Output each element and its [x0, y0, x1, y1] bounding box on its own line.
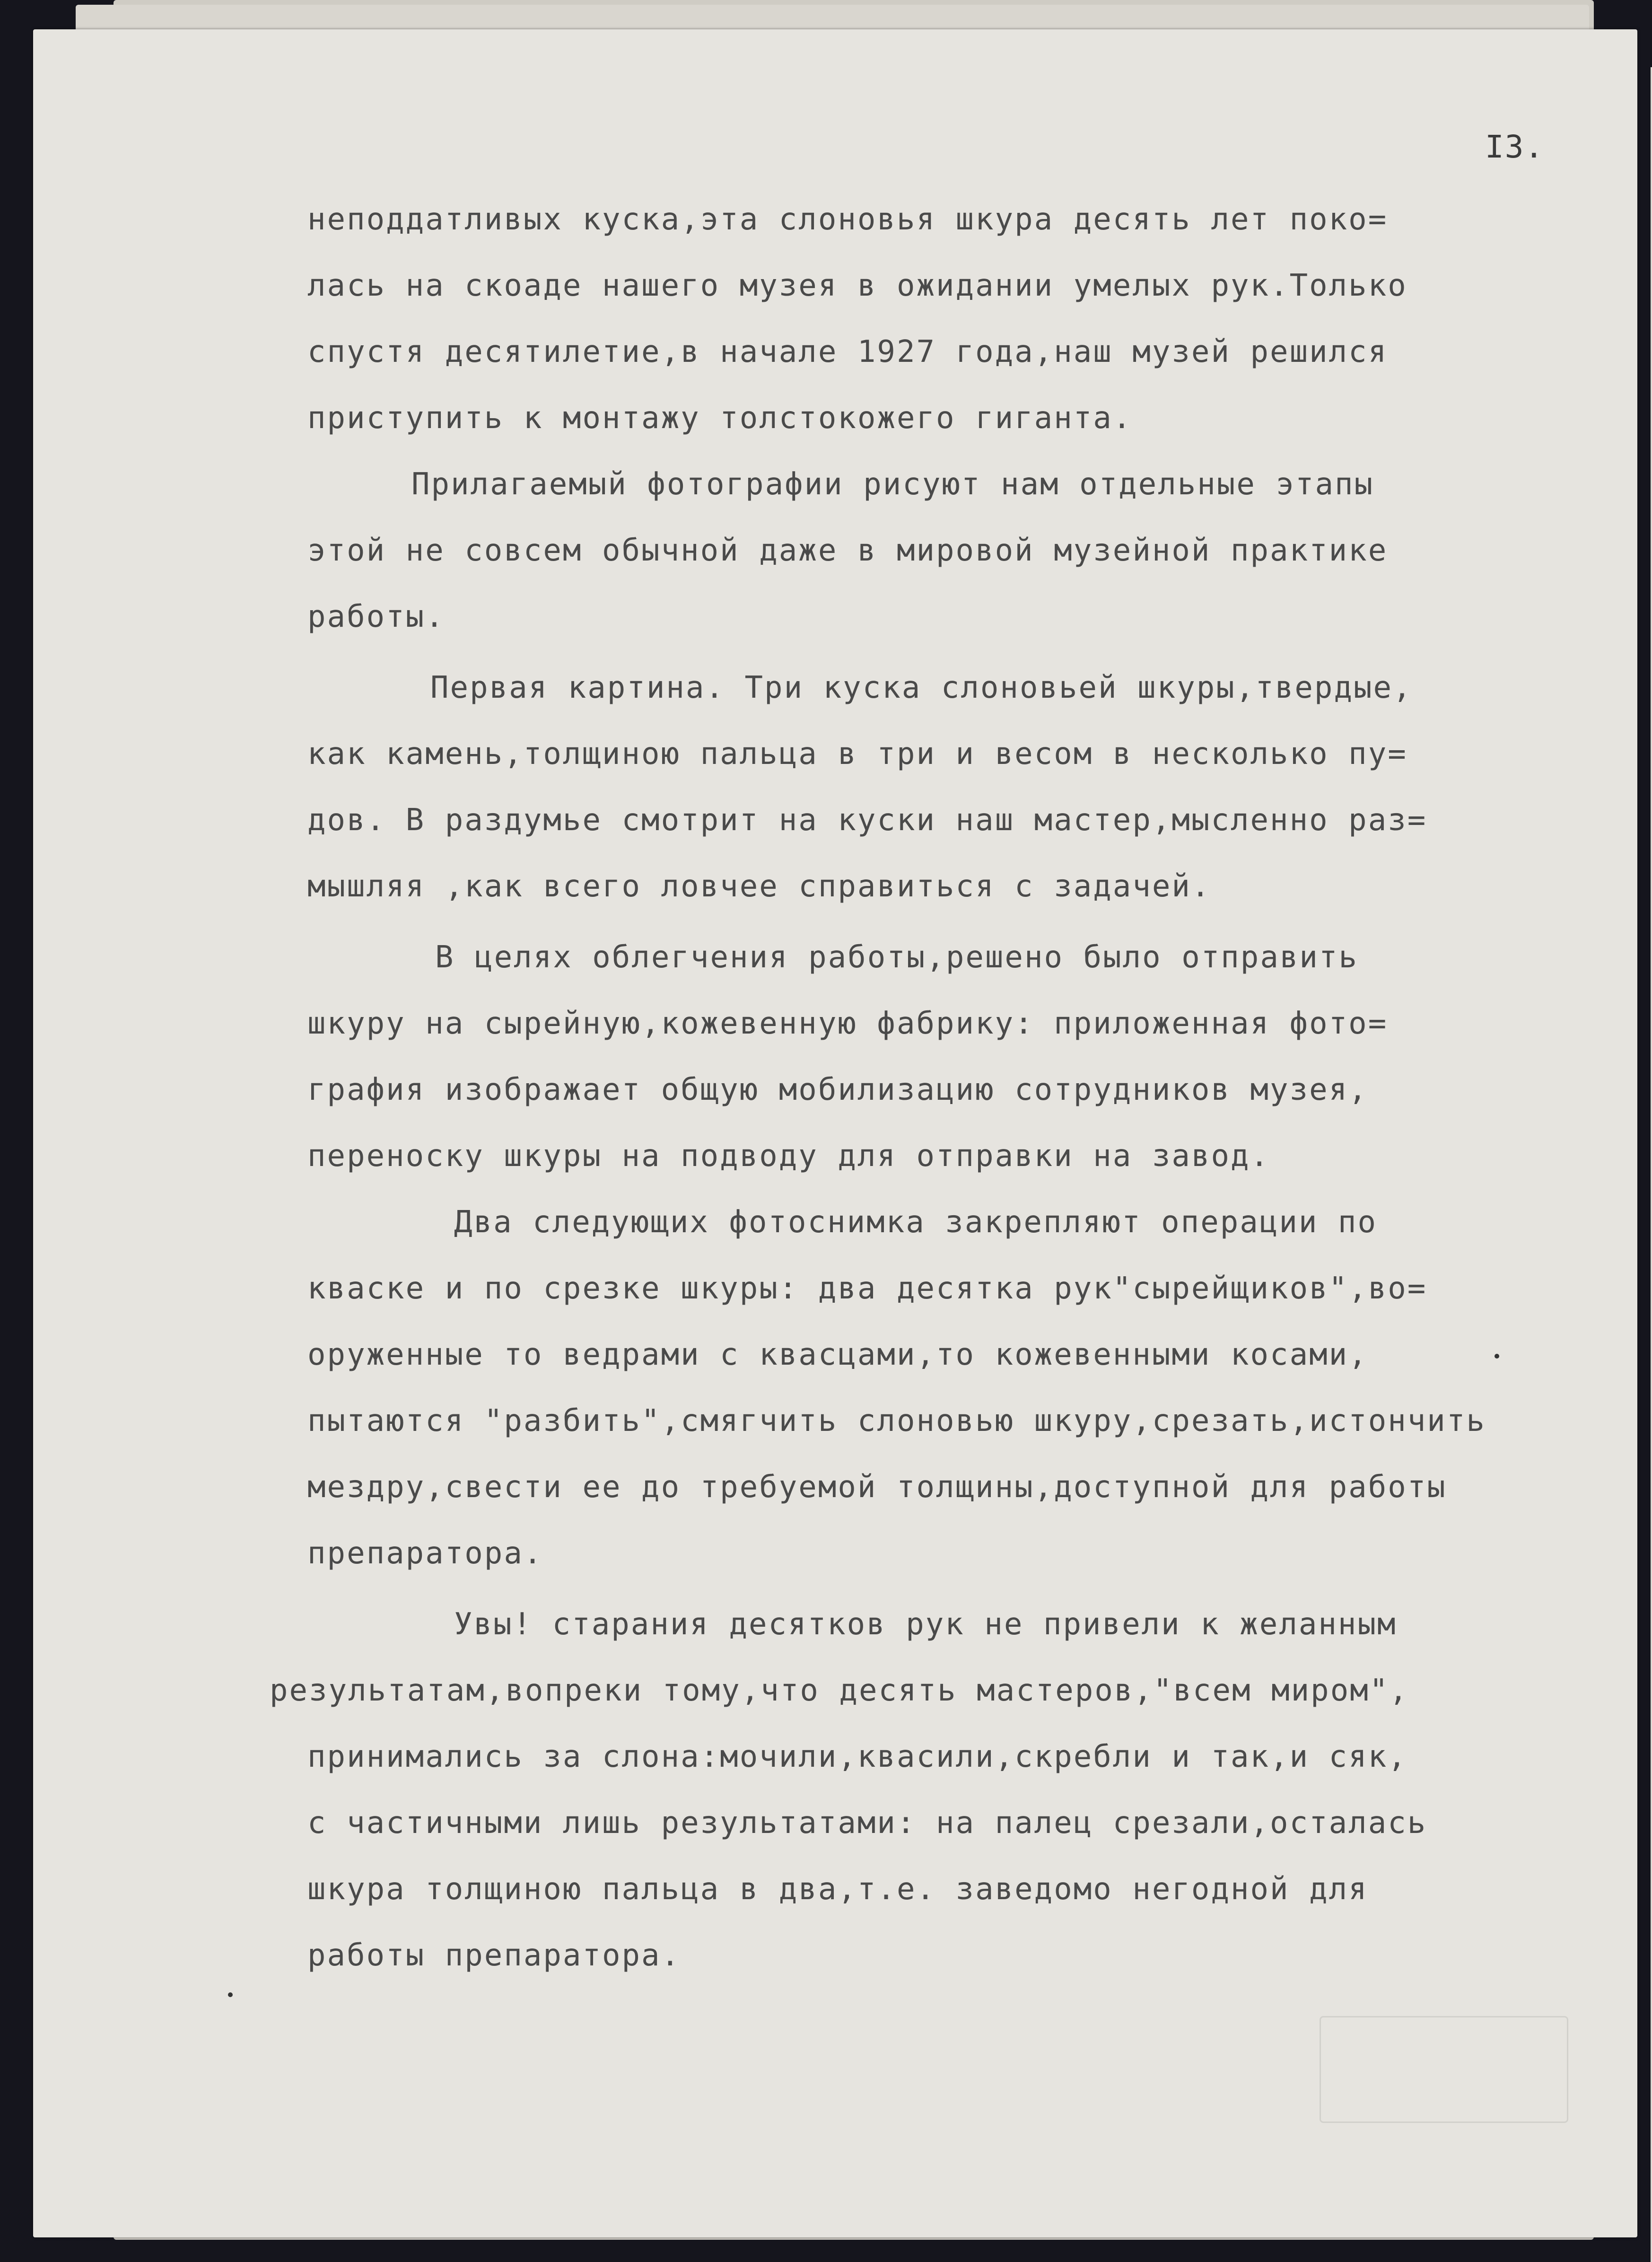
- text-line: графия изображает общую мобилизацию сотрудников музея,: [307, 1072, 1368, 1107]
- text-line: неподдатливых куска,эта слоновья шкура десять лет поко=: [307, 202, 1388, 237]
- text-line: работы.: [307, 599, 445, 634]
- text-line: этой не совсем обычной даже в мировой музейной практике: [307, 533, 1388, 568]
- text-line: Прилагаемый фотографии рисуют нам отдельные этапы: [411, 467, 1374, 502]
- text-line: препаратора.: [307, 1536, 543, 1571]
- text-line: В целях облегчения работы,решено было отправить: [435, 940, 1358, 975]
- text-line: мышляя ,как всего ловчее справиться с задачей.: [307, 869, 1211, 904]
- typewritten-page: [33, 29, 1637, 2237]
- text-line: принимались за слона:мочили,квасили,скребли и так,и сяк,: [307, 1739, 1407, 1774]
- text-line: Первая картина. Три куска слоновьей шкуры,твердые,: [430, 670, 1413, 705]
- text-line: приступить к монтажу толстокожего гиганта.: [307, 401, 1133, 436]
- text-line: с частичными лишь результатами: на палец срезали,осталась: [307, 1806, 1427, 1841]
- page-number: I3.: [1485, 129, 1545, 165]
- text-line: мездру,свести ее до требуемой толщины,доступной для работы: [307, 1470, 1447, 1505]
- text-line: результатам,вопреки тому,что десять мастеров,"всем миром",: [270, 1673, 1409, 1708]
- text-line: работы препаратора.: [307, 1938, 681, 1973]
- text-line: шкуру на сырейную,кожевенную фабрику: приложенная фото=: [307, 1006, 1388, 1041]
- text-line: как камень,толщиною пальца в три и весом в несколько пу=: [307, 736, 1407, 772]
- faint-stamp: [1320, 2016, 1568, 2123]
- text-line: Два следующих фотоснимка закрепляют операции по: [454, 1205, 1377, 1240]
- text-line: Увы! старания десятков рук не привели к желанным: [454, 1607, 1397, 1642]
- ink-speck: [1495, 1354, 1499, 1359]
- text-line: дов. В раздумье смотрит на куски наш мастер,мысленно раз=: [307, 803, 1427, 838]
- text-line: пытаются "разбить",смягчить слоновью шкуру,срезать,истончить: [307, 1403, 1486, 1438]
- text-line: кваске и по срезке шкуры: два десятка рук"сырейщиков",во=: [307, 1271, 1427, 1306]
- text-line: переноску шкуры на подводу для отправки на завод.: [307, 1139, 1270, 1174]
- text-line: спустя десятилетие,в начале 1927 года,наш музей решился: [307, 334, 1388, 369]
- ink-speck: [228, 1992, 233, 1997]
- text-line: шкура толщиною пальца в два,т.е. заведомо негодной для: [307, 1872, 1368, 1907]
- text-line: оруженные то ведрами с квасцами,то кожевенными косами,: [307, 1337, 1368, 1372]
- text-line: лась на скоаде нашего музея в ожидании умелых рук.Только: [307, 268, 1407, 303]
- body-text: [33, 29, 1637, 2237]
